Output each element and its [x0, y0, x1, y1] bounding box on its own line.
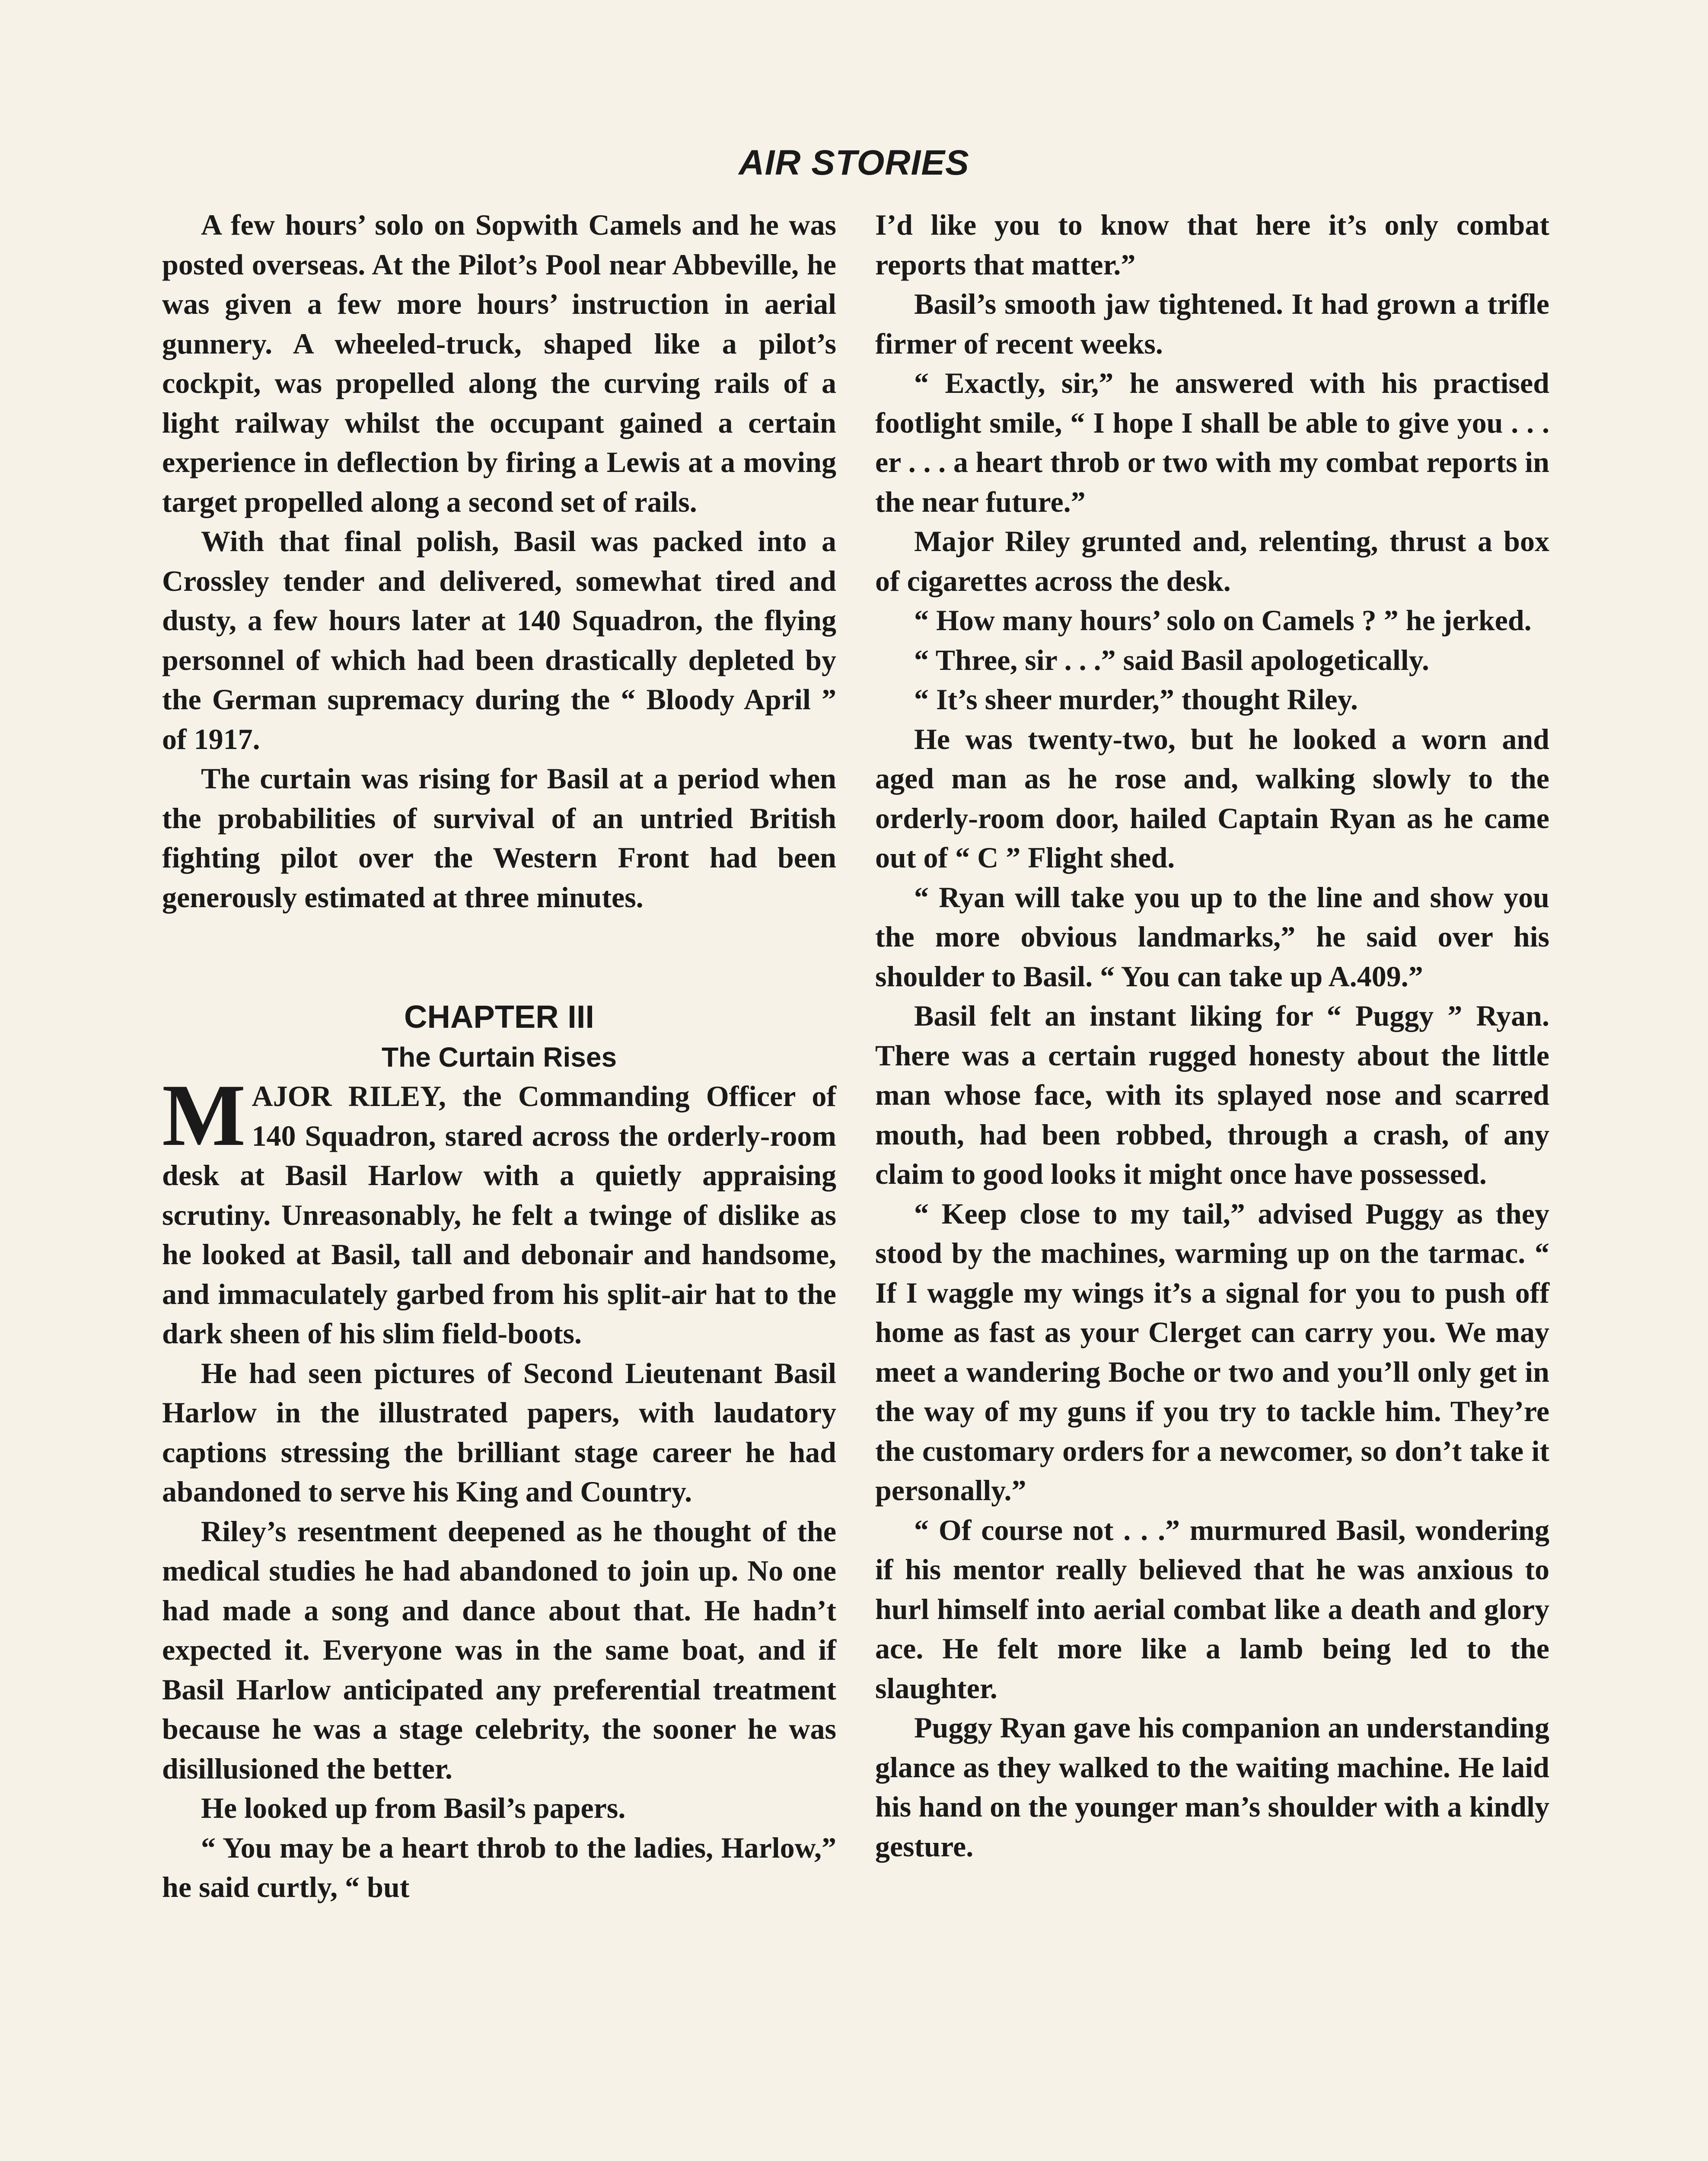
running-head: AIR STORIES — [739, 143, 969, 182]
paragraph: He looked up from Basil’s papers. — [201, 1791, 626, 1824]
drop-cap: M — [162, 1066, 246, 1164]
chapter-subtitle: The Curtain Rises — [381, 1042, 617, 1073]
paragraph: Riley’s resentment deepened as he thought of the medical studies he had abandoned to join up. No one had made a song and dance about that. He hadn’t expected it. Everyone was in the same boat, and if Basil Harlow anticipated any preferential treatment because he was a stage celebrity, the sooner he was disillusioned the better. — [162, 1514, 836, 1785]
paragraph: He was twenty-two, but he looked a worn and aged man as he rose and, walking slowly to the orderly-room door, hailed Captain Ryan as he came out of “ C ” Flight shed. — [875, 722, 1549, 874]
left-column — [162, 205, 836, 1907]
paragraph: “ Exactly, sir,” he answered with his practised footlight smile, “ I hope I shall be able to give you . . . er . . . a heart throb or two with my combat reports in the near future.” — [875, 367, 1549, 518]
paragraph: With that final polish, Basil was packed into a Crossley tender and delivered, somewhat tired and dusty, a few hours later at 140 Squadron, the flying personnel of which had been drastically depleted by the German supremacy during the “ Bloody April ” of 1917. — [162, 525, 836, 755]
paragraph: “ Keep close to my tail,” advised Puggy as they stood by the machines, warming up on the tarmac. “ If I waggle my wings it’s a signal for you to push off home as fast as your Clerget can carry you. We may meet a wandering Boche or two and you’ll only get in the way of my guns if you try to tackle him. They’re the customary orders for a newcomer, so don’t take it personally.” — [875, 1197, 1549, 1507]
chapter-opening-paragraph — [162, 1066, 836, 1354]
paragraph: “ It’s sheer murder,” thought Riley. — [914, 683, 1358, 716]
paragraph: Basil’s smooth jaw tightened. It had grown a trifle firmer of recent weeks. — [875, 287, 1549, 360]
paragraph: Puggy Ryan gave his companion an understanding glance as they walked to the waiting machine. He laid his hand on the younger man’s shoulder with a kindly gesture. — [875, 1711, 1549, 1863]
paragraph-text: AJOR RILEY, the Commanding Officer of 140 Squadron, stared across the orderly-room desk at Basil Harlow with a quietly appraising scrutiny. Unreasonably, he felt a twinge of dislike as he looked at Basil, tall and debonair and handsome, and immaculately garbed from his split-air hat to the dark sheen of his slim field-boots. — [162, 1080, 836, 1350]
paragraph: The curtain was rising for Basil at a period when the probabilities of survival of an untried British fighting pilot over the Western Front had been generously estimated at three minutes. — [162, 762, 836, 914]
paragraph: “ You may be a heart throb to the ladies, Harlow,” he said curtly, “ but — [162, 1831, 836, 1903]
right-column — [875, 205, 1549, 1866]
paragraph: “ How many hours’ solo on Camels ? ” he jerked. — [914, 604, 1532, 637]
paragraph: Major Riley grunted and, relenting, thrust a box of cigarettes across the desk. — [875, 525, 1549, 597]
paragraph: A few hours’ solo on Sopwith Camels and he was posted overseas. At the Pilot’s Pool near Abbeville, he was given a few more hours’ instruction in aerial gunnery. A wheeled-truck, shaped like a pilot’s cockpit, was propelled along the curving rails of a light railway whilst the occupant gained a certain experience in deflection by firing a Lewis at a moving target propelled along a second set of rails. — [162, 208, 836, 518]
paragraph: He had seen pictures of Second Lieutenant Basil Harlow in the illustrated papers, with laudatory captions stressing the brilliant stage career he had abandoned to serve his King and Country. — [162, 1356, 836, 1508]
chapter-title: CHAPTER III — [404, 999, 594, 1035]
paragraph: “ Of course not . . .” murmured Basil, wondering if his mentor really believed that he was anxious to hurl himself into aerial combat like a death and glory ace. He felt more like a lamb being led to the slaughter. — [875, 1513, 1549, 1705]
paragraph: Basil felt an instant liking for “ Puggy ” Ryan. There was a certain rugged honesty about the little man whose face, with its splayed nose and scarred mouth, had been robbed, through a crash, of any claim to good looks it might once have possessed. — [875, 999, 1549, 1190]
paragraph: “ Three, sir . . .” said Basil apologetically. — [914, 643, 1429, 676]
section-spacer — [162, 917, 836, 996]
paragraph: “ Ryan will take you up to the line and show you the more obvious landmarks,” he said over his shoulder to Basil. “ You can take up A.409.” — [875, 880, 1549, 993]
paragraph: I’d like you to know that here it’s only combat reports that matter.” — [875, 208, 1549, 281]
